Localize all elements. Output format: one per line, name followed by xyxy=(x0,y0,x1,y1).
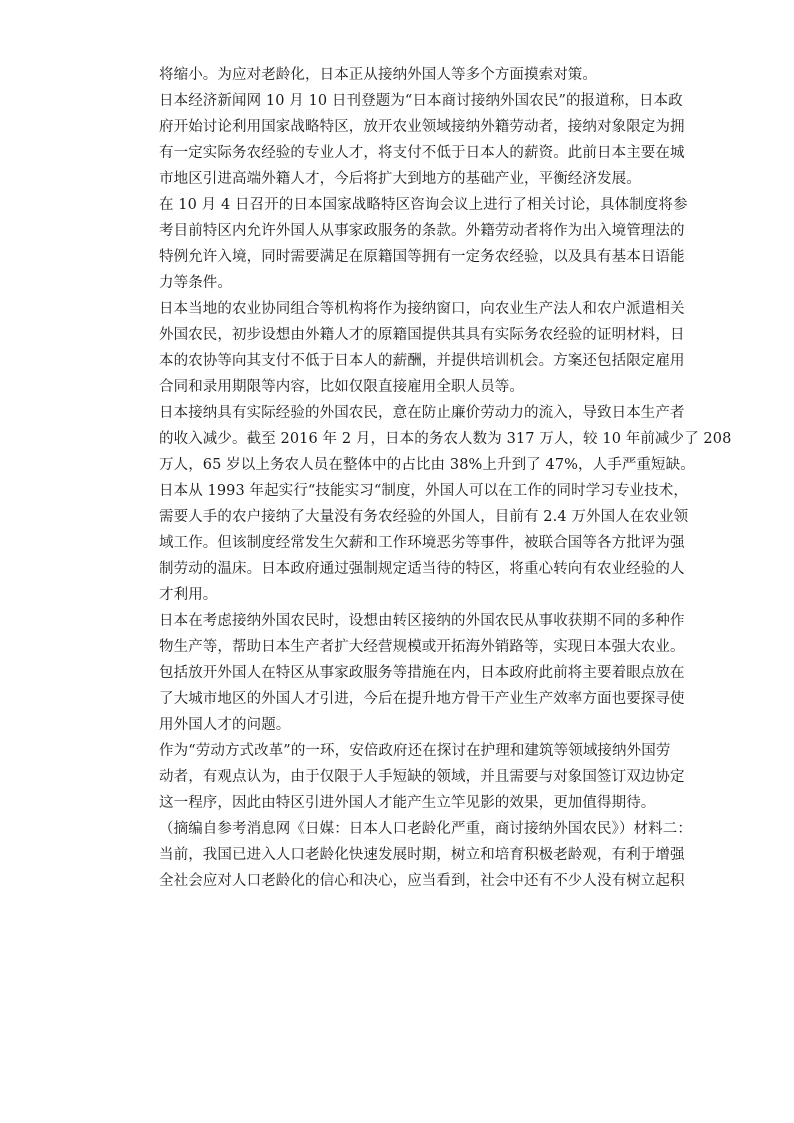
text-line: 日本接纳具有实际经验的外国农民，意在防止廉价劳动力的流入，导致日本生产者 xyxy=(159,405,685,421)
text-line: 动者，有观点认为，由于仅限于人手短缺的领域，并且需要与对象国签订双边协定 xyxy=(159,769,685,785)
article-body xyxy=(159,62,732,894)
text-line: 了大城市地区的外国人才引进，今后在提升地方骨干产业生产效率方面也要探寻使 xyxy=(159,691,685,707)
text-line: 制劳动的温床。日本政府通过强制规定适当待的特区，将重心转向有农业经验的人 xyxy=(159,561,685,577)
text-line: 当前，我国已进入人口老龄化快速发展时期，树立和培育积极老龄观，有利于增强 xyxy=(159,847,685,863)
text-line: 特例允许入境，同时需要满足在原籍国等拥有一定务农经验，以及具有基本日语能 xyxy=(159,249,685,265)
text-line: 合同和录用期限等内容，比如仅限直接雇用全职人员等。 xyxy=(159,379,524,395)
text-line: 万人，65 岁以上务农人员在整体中的占比由 38%上升到了 47%，人手严重短缺。 xyxy=(159,457,695,473)
text-line: 在 10 月 4 日召开的日本国家战略特区咨询会议上进行了相关讨论，具体制度将参 xyxy=(159,197,688,213)
text-line: 本的农协等向其支付不低于日本人的薪酬，并提供培训机会。方案还包括限定雇用 xyxy=(159,353,685,369)
text-line: 日本从 1993 年起实行“技能实习“制度，外国人可以在工作的同时学习专业技术， xyxy=(159,483,688,499)
text-line: 日本在考虑接纳外国农民时，设想由转区接纳的外国农民从事收获期不同的多种作 xyxy=(159,613,685,629)
text-line: 日本经济新闻网 10 月 10 日刊登题为“日本商讨接纳外国农民”的报道称，日本政 xyxy=(159,93,683,109)
text-line: 这一程序，因此由特区引进外国人才能产生立竿见影的效果，更加值得期待。 xyxy=(159,795,656,811)
text-line: 全社会应对人口老龄化的信心和决心，应当看到，社会中还有不少人没有树立起积 xyxy=(159,873,685,889)
text-line: 日本当地的农业协同组合等机构将作为接纳窗口，向农业生产法人和农户派遣相关 xyxy=(159,301,685,317)
text-line: 力等条件。 xyxy=(159,275,232,291)
text-line: （摘编自参考消息网《日媒：日本人口老龄化严重，商讨接纳外国农民》）材料二： xyxy=(159,821,692,837)
text-line: 用外国人才的问题。 xyxy=(159,717,291,733)
text-line: 府开始讨论利用国家战略特区，放开农业领域接纳外籍劳动者，接纳对象限定为拥 xyxy=(159,119,685,135)
text-line: 包括放开外国人在特区从事家政服务等措施在内，日本政府此前将主要着眼点放在 xyxy=(159,665,685,681)
text-line: 考目前特区内允许外国人从事家政服务的条款。外籍劳动者将作为出入境管理法的 xyxy=(159,223,685,239)
text-line: 物生产等，帮助日本生产者扩大经营规模或开拓海外销路等，实现日本强大农业。 xyxy=(159,639,685,655)
text-line: 需要人手的农户接纳了大量没有务农经验的外国人，目前有 2.4 万外国人在农业领 xyxy=(159,509,689,525)
text-line: 外国农民，初步设想由外籍人才的原籍国提供其具有实际务农经验的证明材料，日 xyxy=(159,327,685,343)
text-line: 域工作。但该制度经常发生欠薪和工作环境恶劣等事件，被联合国等各方批评为强 xyxy=(159,535,685,551)
text-line: 才利用。 xyxy=(159,587,218,603)
text-line: 有一定实际务农经验的专业人才，将支付不低于日本人的薪资。此前日本主要在城 xyxy=(159,145,685,161)
text-line: 的收入减少。截至 2016 年 2 月，日本的务农人数为 317 万人，较 10 年前减少了 208 xyxy=(159,431,732,447)
text-line: 将缩小。为应对老龄化，日本正从接纳外国人等多个方面摸索对策。 xyxy=(159,67,597,83)
text-line: 市地区引进高端外籍人才，今后将扩大到地方的基础产业，平衡经济发展。 xyxy=(159,171,641,187)
text-line: 作为“劳动方式改革”的一环，安倍政府还在探讨在护理和建筑等领域接纳外国劳 xyxy=(159,743,671,759)
